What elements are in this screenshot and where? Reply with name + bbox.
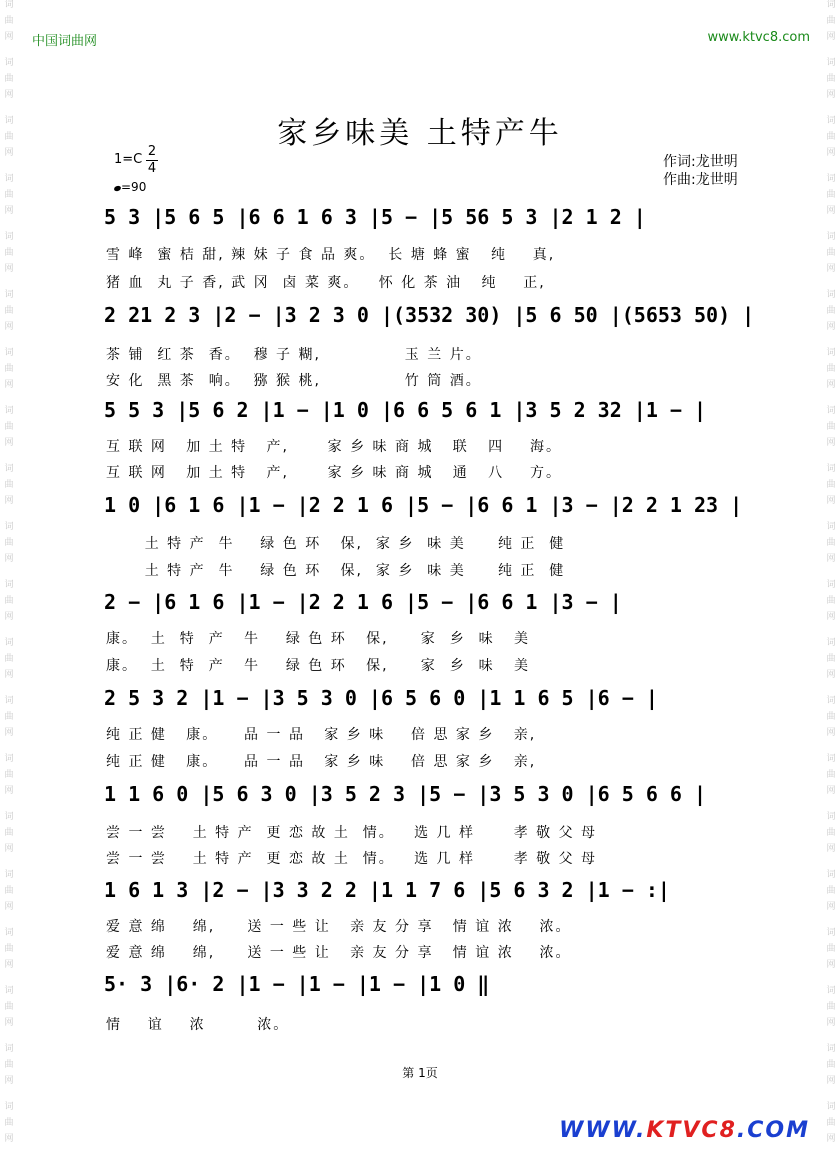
lyric-line: 纯 正 健 康。 品 一 品 家 乡 味 倍 思 家 乡 亲, — [106, 754, 537, 770]
lyric-line: 茶 铺 红 茶 香。 穆 子 糊, 玉 兰 片。 — [106, 347, 482, 363]
notation-row: 2 21 2 3 |2 − |3 2 3 0 |(3532 30) |5 6 50 |(5653 50) | — [104, 303, 755, 327]
notation-row: 2 5 3 2 |1 − |3 5 3 0 |6 5 6 0 |1 1 6 5 |6 − | — [104, 686, 658, 710]
site-logo[interactable]: WWW.KTVC8.COM — [559, 1118, 810, 1143]
notation-row: 5· 3 |6· 2 |1 − |1 − |1 − |1 0 ‖ — [104, 972, 490, 996]
lyric-line: 尝 一 尝 土 特 产 更 恋 故 土 情。 选 几 样 孝 敬 父 母 — [106, 851, 598, 867]
lyricist: 作词:龙世明 — [663, 154, 738, 170]
site-name-left[interactable]: 中国词曲网 — [32, 34, 98, 49]
notation-row: 1 1 6 0 |5 6 3 0 |3 5 2 3 |5 − |3 5 3 0 |6 5 6 6 | — [104, 782, 707, 806]
lyric-line: 互 联 网 加 土 特 产, 家 乡 味 商 城 联 四 海。 — [106, 439, 562, 455]
composer: 作曲:龙世明 — [663, 172, 738, 188]
lyric-line: 互 联 网 加 土 特 产, 家 乡 味 商 城 通 八 方。 — [106, 465, 562, 481]
ts-bottom: 4 — [147, 161, 157, 176]
watermark-right: 词 曲 网 词 曲 网 词 曲 网 词 曲 网 词 曲 网 词 曲 网 词 曲 网 词 曲 网 词 曲 网 词 曲 网 词 曲 网 词 曲 网 词 曲 网 词 曲 网 词 曲 网 词 曲 网 词 曲 网 词 曲 网 词 曲 网 词 曲 网 — [826, 0, 836, 1144]
lyric-line: 情 谊 浓 浓。 — [106, 1017, 290, 1033]
notation-row: 5 3 |5 6 5 |6 6 1 6 3 |5 − |5 56 5 3 |2 1 2 | — [104, 205, 646, 229]
lyric-line: 土 特 产 牛 绿 色 环 保, 家 乡 味 美 纯 正 健 — [106, 563, 566, 579]
tempo-value: =90 — [121, 180, 147, 194]
page-number: 第 1页 — [402, 1066, 438, 1080]
tempo-mark — [114, 180, 146, 194]
lyric-line: 雪 峰 蜜 桔 甜, 辣 妹 子 食 品 爽。 长 塘 蜂 蜜 纯 真, — [106, 247, 556, 263]
key-signature: 1=C — [114, 152, 143, 167]
lyric-line: 尝 一 尝 土 特 产 更 恋 故 土 情。 选 几 样 孝 敬 父 母 — [106, 825, 598, 841]
credits — [663, 153, 738, 189]
lyric-line: 康。 土 特 产 牛 绿 色 环 保, 家 乡 味 美 — [106, 631, 530, 647]
lyric-line: 安 化 黑 茶 响。 猕 猴 桃, 竹 筒 酒。 — [106, 373, 482, 389]
lyric-line: 爱 意 绵 绵, 送 一 些 让 亲 友 分 享 情 谊 浓 浓。 — [106, 945, 572, 961]
lyric-line: 猪 血 丸 子 香, 武 冈 卤 菜 爽。 怀 化 茶 油 纯 正, — [106, 275, 546, 291]
watermark-left: 词 曲 网 词 曲 网 词 曲 网 词 曲 网 词 曲 网 词 曲 网 词 曲 网 词 曲 网 词 曲 网 词 曲 网 词 曲 网 词 曲 网 词 曲 网 词 曲 网 词 曲 网 词 曲 网 词 曲 网 词 曲 网 词 曲 网 词 曲 网 — [4, 0, 14, 1144]
site-url-right[interactable]: www.ktvc8.com — [707, 30, 810, 45]
notation-row: 1 0 |6 1 6 |1 − |2 2 1 6 |5 − |6 6 1 |3 − |2 2 1 23 | — [104, 493, 743, 517]
lyric-line: 康。 土 特 产 牛 绿 色 环 保, 家 乡 味 美 — [106, 658, 530, 674]
lyric-line: 纯 正 健 康。 品 一 品 家 乡 味 倍 思 家 乡 亲, — [106, 727, 537, 743]
lyric-line: 土 特 产 牛 绿 色 环 保, 家 乡 味 美 纯 正 健 — [106, 536, 566, 552]
time-signature — [146, 144, 158, 176]
notation-row: 2 − |6 1 6 |1 − |2 2 1 6 |5 − |6 6 1 |3 − | — [104, 590, 622, 614]
notation-row: 1 6 1 3 |2 − |3 3 2 2 |1 1 7 6 |5 6 3 2 |1 − :| — [104, 878, 670, 902]
lyric-line: 爱 意 绵 绵, 送 一 些 让 亲 友 分 享 情 谊 浓 浓。 — [106, 919, 572, 935]
notation-row: 5 5 3 |5 6 2 |1 − |1 0 |6 6 5 6 1 |3 5 2 32 |1 − | — [104, 398, 707, 422]
ts-top: 2 — [147, 144, 157, 159]
song-title: 家乡味美 土特产牛 — [277, 116, 563, 151]
